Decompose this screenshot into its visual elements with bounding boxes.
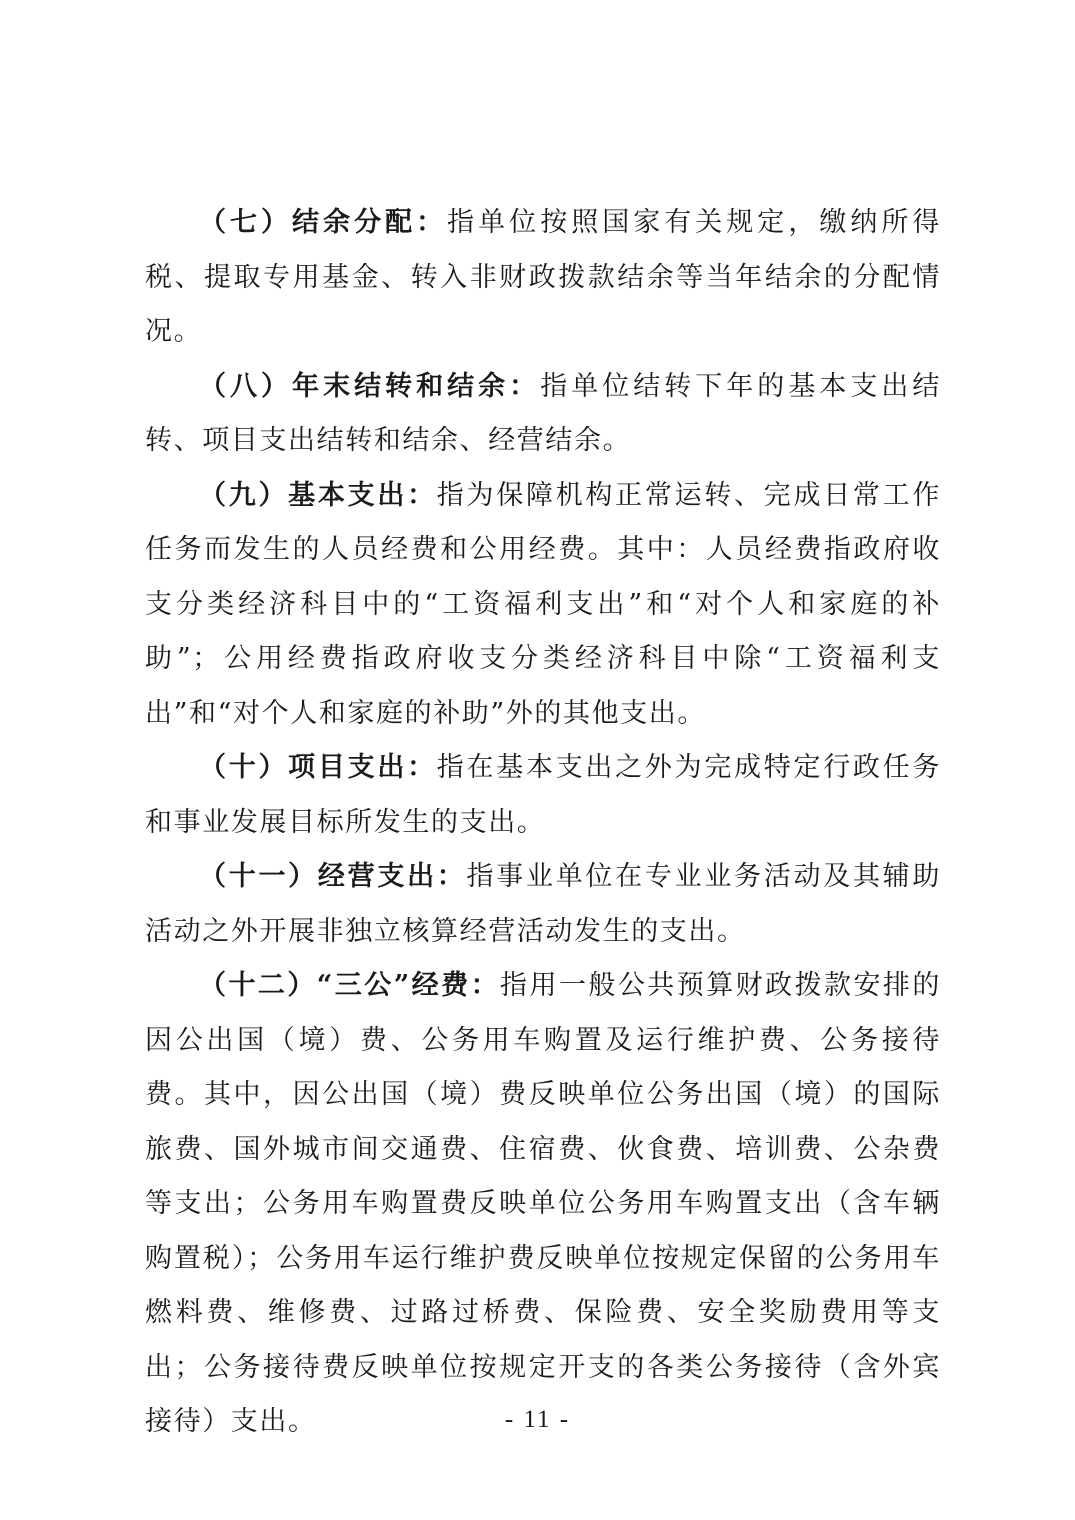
term-heading: （十）项目支出：: [199, 752, 437, 783]
paragraph-three-public-expenses: [145, 959, 941, 1450]
term-definition: 指单位结转下年的基本支出结转、项目支出结转和结余、经营结余。: [145, 370, 941, 456]
paragraph-project-expenditure: [145, 741, 941, 850]
term-definition: 指单位按照国家有关规定，缴纳所得税、提取专用基金、转入非财政拨款结余等当年结余的分配情况。: [145, 207, 941, 347]
document-body: [145, 196, 941, 1450]
term-definition: 指为保障机构正常运转、完成日常工作任务而发生的人员经费和公用经费。其中：人员经费指政府收支分类经济科目中的“工资福利支出”和“对个人和家庭的补助”；公用经费指政府收支分类经济科目中除“工资福利支出”和“对个人和家庭的补助”外的其他支出。: [145, 479, 941, 729]
term-definition: 指事业单位在专业业务活动及其辅助活动之外开展非独立核算经营活动发生的支出。: [145, 861, 941, 947]
term-heading: （九）基本支出：: [199, 479, 437, 511]
paragraph-surplus-distribution: [145, 196, 941, 360]
term-heading: （七）结余分配：: [199, 207, 448, 238]
page-number: - 11 -: [504, 1406, 571, 1433]
term-definition: 指在基本支出之外为完成特定行政任务和事业发展目标所发生的支出。: [145, 752, 941, 838]
term-heading: （十二）“三公”经费：: [199, 970, 501, 1001]
paragraph-operating-expenditure: [145, 850, 941, 959]
paragraph-basic-expenditure: [145, 469, 941, 742]
term-heading: （八）年末结转和结余：: [199, 370, 541, 402]
term-definition: 指用一般公共预算财政拨款安排的因公出国（境）费、公务用车购置及运行维护费、公务接待费。其中，因公出国（境）费反映单位公务出国（境）的国际旅费、国外城市间交通费、住宿费、伙食费、培训费、公杂费等支出；公务用车购置费反映单位公务用车购置支出（含车辆购置税）；公务用车运行维护费反映单位按规定保留的公务用车燃料费、维修费、过路过桥费、保险费、安全奖励费用等支出；公务接待费反映单位按规定开支的各类公务接待（含外宾接待）支出。: [145, 970, 941, 1437]
paragraph-year-end-carryover: [145, 360, 941, 469]
term-heading: （十一）经营支出：: [199, 861, 467, 892]
